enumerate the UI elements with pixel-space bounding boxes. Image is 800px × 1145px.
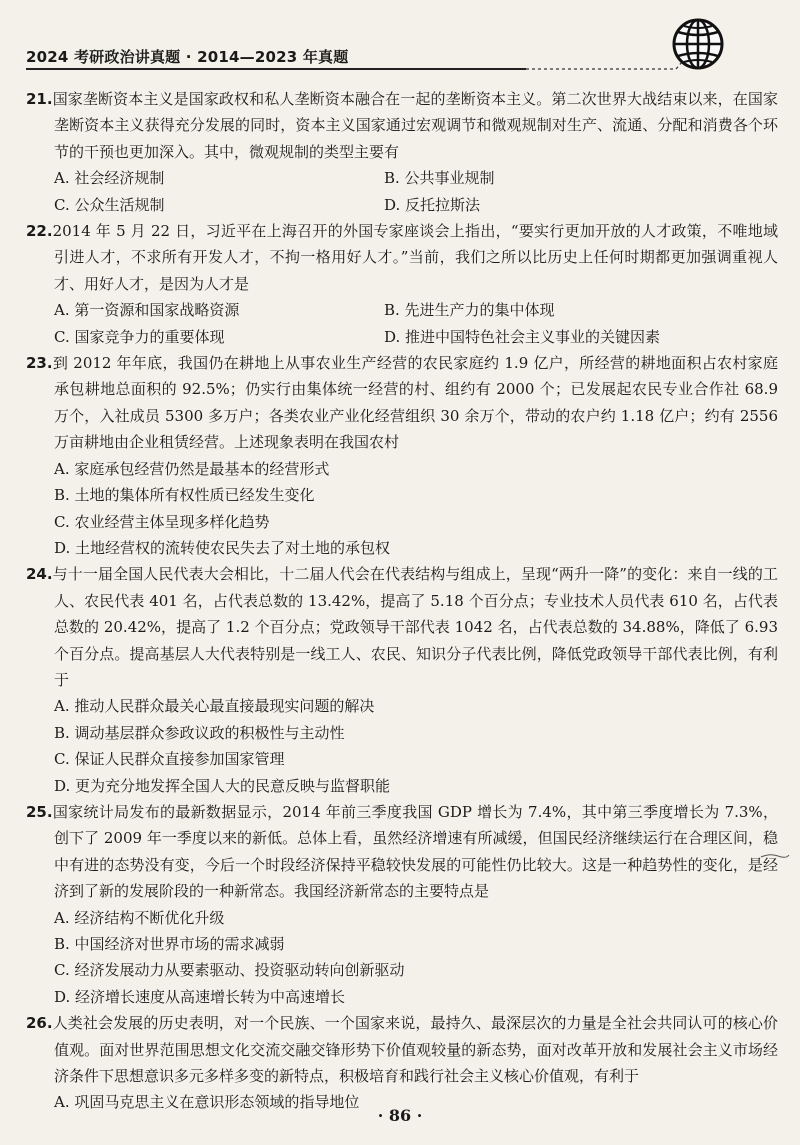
- options-grid: [26, 165, 778, 218]
- header-title: 2024 考研政治讲真题 · 2014—2023 年真题: [26, 48, 349, 66]
- option-b[interactable]: B. 中国经济对世界市场的需求减弱: [54, 935, 285, 953]
- question-23: [26, 350, 778, 561]
- question-stem: [26, 799, 778, 905]
- option-c[interactable]: C. 公众生活规制: [54, 195, 165, 214]
- question-number: 23.: [26, 354, 53, 373]
- option-b[interactable]: B. 调动基层群众参政议政的积极性与主动性: [54, 723, 345, 742]
- question-stem-text: 国家统计局发布的最新数据显示，2014 年前三季度我国 GDP 增长为 7.4%，其中第三季度增长为 7.3%，创下了 2009 年一季度以来的新低。总体上看，虽然经济增速有所减缓，但国民经济继续运行在合理区间，稳中有进的态势没有变，今后一个时段经济保持平稳较快发展的可能性仍比较大。这是一种趋势性的变化，是经济到了新的发展阶段的一种新常态。我国经济新常态的主要特点是: [52, 802, 778, 901]
- question-stem-text: 2014 年 5 月 22 日，习近平在上海召开的外国专家座谈会上指出，“要实行更加开放的人才政策，不唯地域引进人才，不求所有开发人才，不拘一格用好人才。”当前，我们之所以比历史上任何时期都更加强调重视人才、用好人才，是因为人才是: [52, 222, 778, 293]
- option-d[interactable]: D. 更为充分地发挥全国人大的民意反映与监督职能: [54, 776, 391, 795]
- question-number: 24.: [26, 565, 53, 584]
- option-c[interactable]: C. 农业经营主体呈现多样化趋势: [54, 512, 270, 531]
- option-a[interactable]: A. 巩固马克思主义在意识形态领域的指导地位: [54, 1093, 360, 1112]
- option-b[interactable]: B. 先进生产力的集中体现: [384, 301, 555, 320]
- question-stem: [26, 561, 778, 693]
- option-d[interactable]: D. 反托拉斯法: [384, 195, 481, 214]
- option-a[interactable]: A. 第一资源和国家战略资源: [54, 301, 240, 320]
- question-stem: [26, 350, 778, 456]
- question-stem-text: 国家垄断资本主义是国家政权和私人垄断资本融合在一起的垄断资本主义。第二次世界大战结束以来，在国家垄断资本主义获得充分发展的同时，资本主义国家通过宏观调节和微观规制对生产、流通、分配和消费各个环节的干预也更加深入。其中，微观规制的类型主要有: [52, 90, 778, 161]
- question-stem-text: 与十一届全国人民代表大会相比，十二届人代会在代表结构与组成上，呈现“两升一降”的变化：来自一线的工人、农民代表 401 名，占代表总数的 13.42%，提高了 5.18 个百分点；专业技术人员代表 610 名，占代表总数的 20.42%，提高了 1.2 个百分点；党政领导干部代表 1042 名，占代表总数的 34.88%，降低了 6.93 个百分点。提高基层人大代表特别是一线工人、农民、知识分子代表比例，降低党政领导干部代表比例，有利于: [52, 565, 778, 689]
- question-26: [26, 1010, 778, 1116]
- globe-icon: [672, 18, 724, 70]
- question-number: 26.: [26, 1014, 53, 1033]
- question-list: [26, 86, 778, 1116]
- question-24: [26, 561, 778, 799]
- options-grid: [26, 297, 778, 350]
- option-d[interactable]: D. 土地经营权的流转使农民失去了对土地的承包权: [54, 538, 391, 557]
- question-number: 22.: [26, 222, 53, 241]
- question-stem-text: 到 2012 年年底，我国仍在耕地上从事农业生产经营的农民家庭约 1.9 亿户，所经营的耕地面积占农村家庭承包耕地总面积的 92.5%；仍实行由集体统一经营的村、组约有 2000 个；已发展起农民专业合作社 68.9 万个，入社成员 5300 多万户；各类农业产业化经营组织 30 余万个，带动的农户约 1.18 亿户；约有 2556 万亩耕地由企业租赁经营。上述现象表明在我国农村: [52, 354, 778, 452]
- margin-pen-mark: [760, 852, 790, 860]
- option-b[interactable]: B. 公共事业规制: [384, 169, 495, 188]
- question-number: 21.: [26, 90, 53, 108]
- question-22: [26, 218, 778, 350]
- question-number: 25.: [26, 802, 53, 821]
- page-header: [26, 44, 546, 74]
- question-stem: [26, 1010, 778, 1089]
- option-d[interactable]: D. 推进中国特色社会主义事业的关键因素: [384, 327, 661, 346]
- question-stem: [26, 86, 778, 165]
- option-a[interactable]: A. 经济结构不断优化升级: [54, 908, 225, 927]
- header-dashed-rule: [526, 44, 694, 70]
- header-rule: [26, 68, 526, 70]
- option-d[interactable]: D. 经济增长速度从高速增长转为中高速增长: [54, 987, 346, 1006]
- page-number: · 86 ·: [377, 1106, 423, 1125]
- question-stem: [26, 218, 778, 297]
- option-a[interactable]: A. 社会经济规制: [54, 169, 165, 188]
- question-25: [26, 799, 778, 1010]
- option-c[interactable]: C. 国家竞争力的重要体现: [54, 327, 225, 346]
- question-stem-text: 人类社会发展的历史表明，对一个民族、一个国家来说，最持久、最深层次的力量是全社会共同认可的核心价值观。面对世界范围思想文化交流交融交锋形势下价值观较量的新态势，面对改革开放和发展社会主义市场经济条件下思想意识多元多样多变的新特点，积极培育和践行社会主义核心价值观，有利于: [52, 1014, 778, 1086]
- question-21: [26, 86, 778, 218]
- option-a[interactable]: A. 家庭承包经营仍然是最基本的经营形式: [54, 459, 330, 478]
- option-a[interactable]: A. 推动人民群众最关心最直接最现实问题的解决: [54, 697, 375, 716]
- option-b[interactable]: B. 土地的集体所有权性质已经发生变化: [54, 486, 315, 505]
- option-c[interactable]: C. 保证人民群众直接参加国家管理: [54, 750, 285, 769]
- option-c[interactable]: C. 经济发展动力从要素驱动、投资驱动转向创新驱动: [54, 961, 405, 980]
